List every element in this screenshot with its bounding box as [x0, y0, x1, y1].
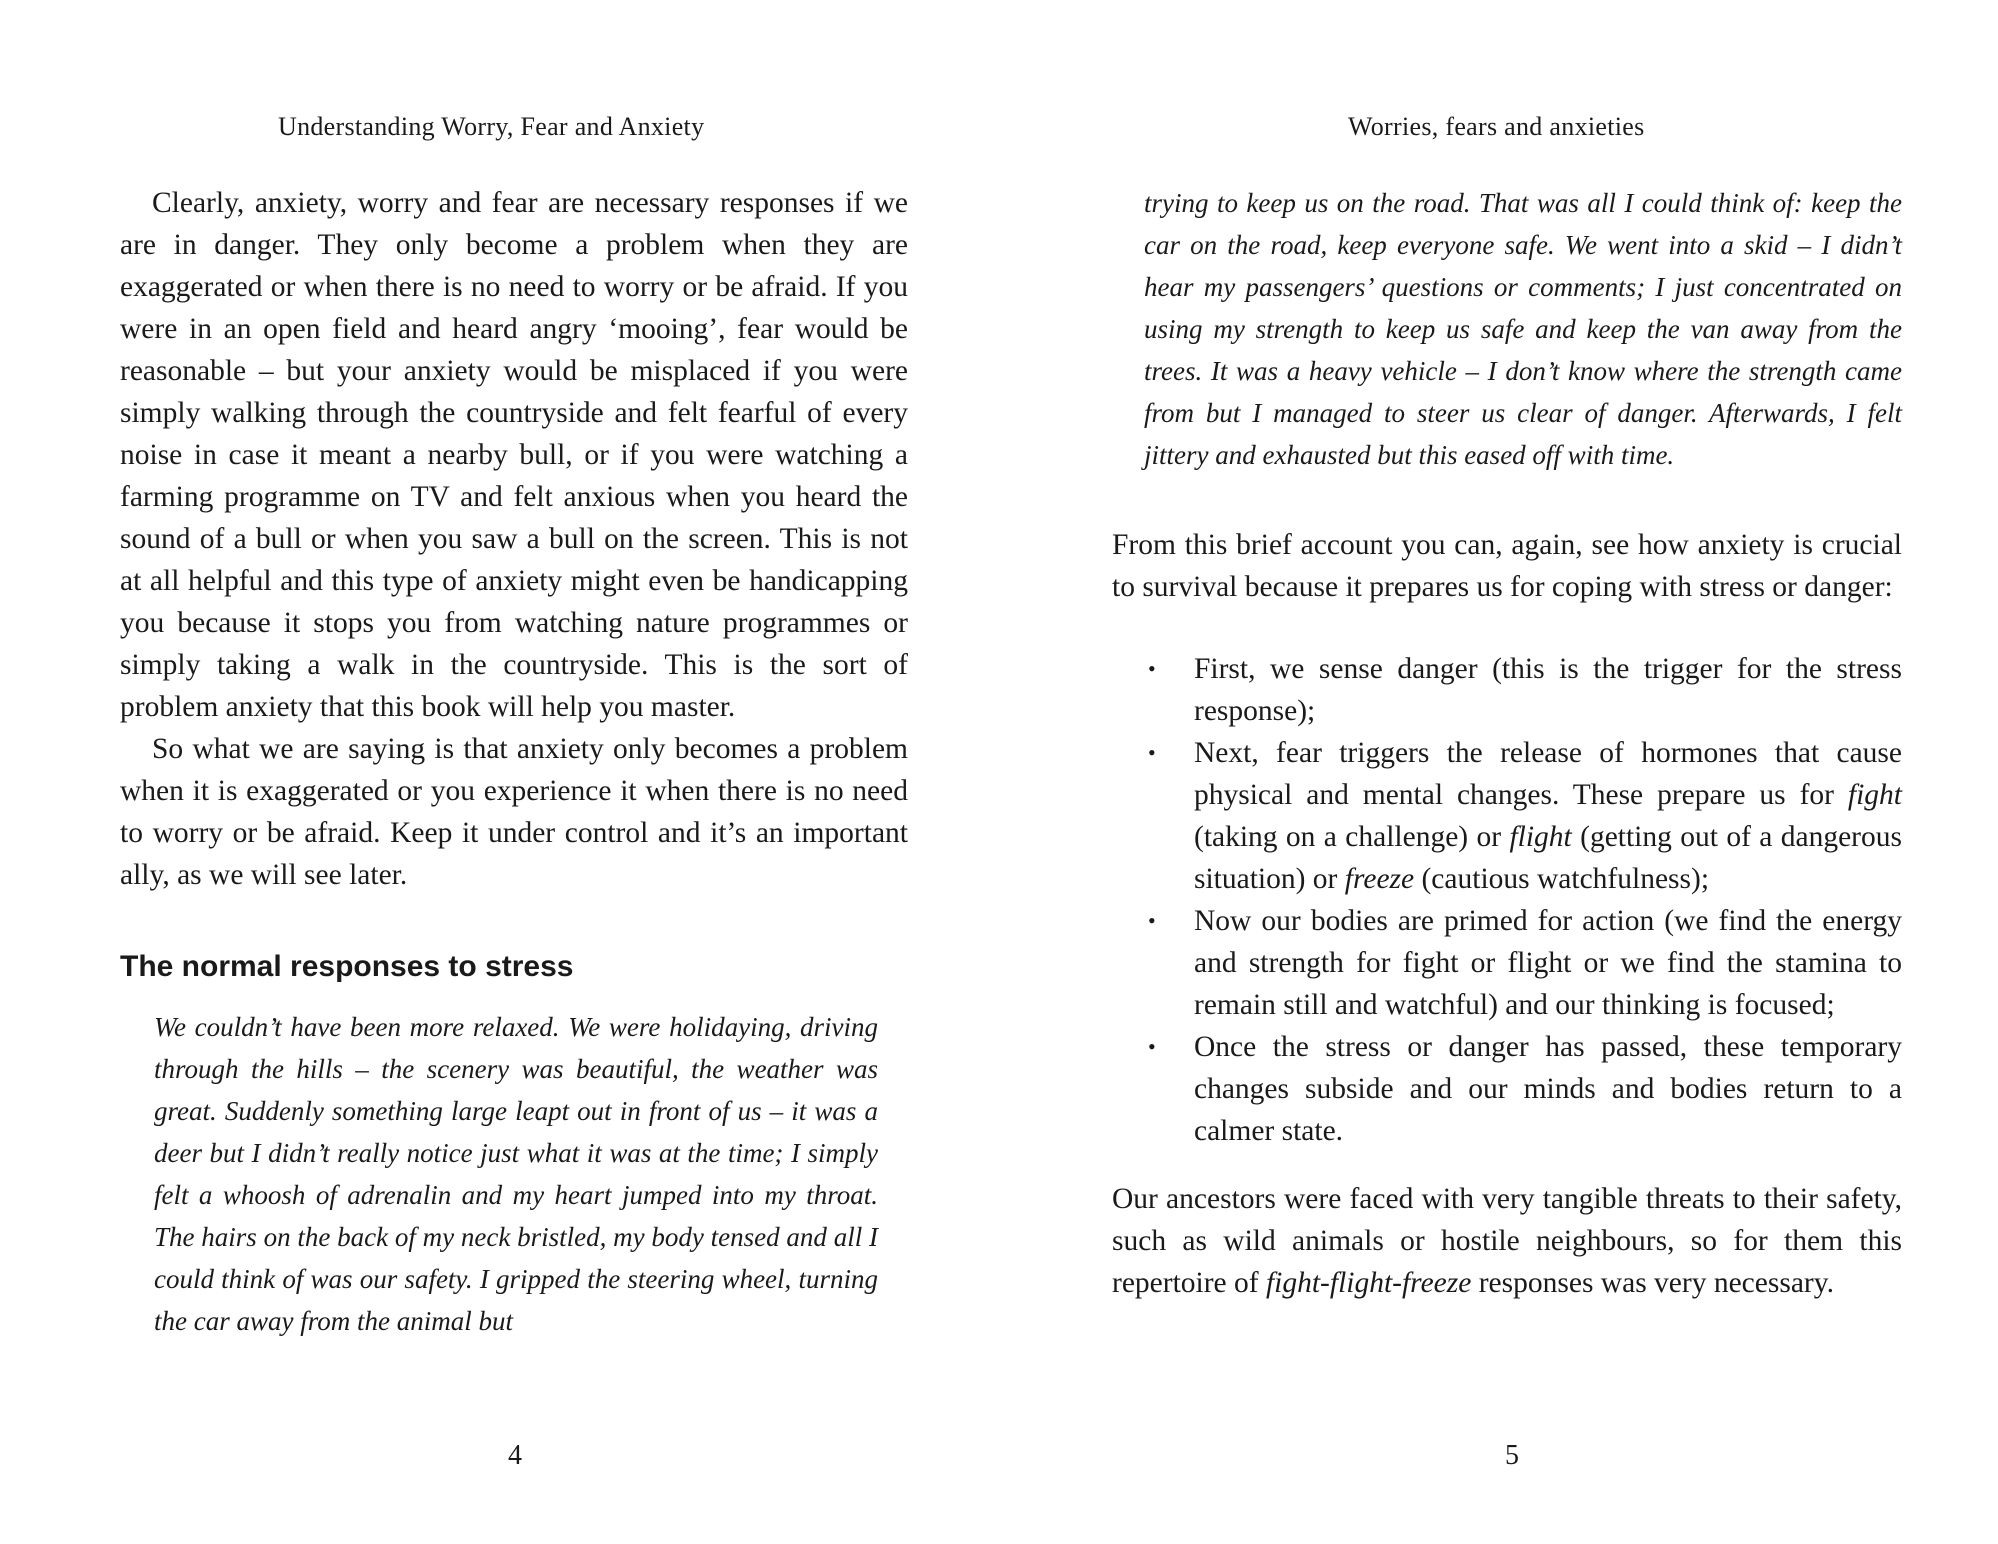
- emphasis-fight: fight: [1847, 779, 1902, 811]
- emphasis-flight: flight: [1509, 821, 1572, 853]
- right-text-block: [1112, 182, 1902, 1304]
- case-extract: We couldn’t have been more relaxed. We were holidaying, driving through the hills – the scenery was beautiful, the weather was great. Suddenly something large leapt out in front of us – it was a deer but I didn’t really notice just what it was at the time; I simply felt a whoosh of adrenalin and my heart jumped into my throat. The hairs on the back of my neck bristled, my body tensed and all I could think of was our safety. I gripped the steering wheel, turning the car away from the animal but: [154, 1012, 878, 1336]
- running-head: Worries, fears and anxieties: [1348, 112, 1645, 141]
- case-extract: trying to keep us on the road. That was all I could think of: keep the car on the road, keep everyone safe. We went into a skid – I didn’t hear my passengers’ questions or comments; I just concentrated on using my strength to keep us safe and keep the van away from the trees. It was a heavy vehicle – I don’t know where the strength came from but I managed to steer us clear of danger. Afterwards, I felt jittery and exhausted but this eased off with time.: [1144, 188, 1902, 470]
- list-item-text: (cautious watchfulness);: [1414, 863, 1710, 895]
- list-item: [1112, 900, 1902, 1026]
- emphasis-fight-flight-freeze: fight-flight-freeze: [1265, 1267, 1472, 1299]
- page-number: 4: [508, 1440, 522, 1471]
- page-number: 5: [1505, 1440, 1519, 1471]
- list-item-text: Now our bodies are primed for action (we find the energy and strength for fight or flight or we find the stamina to remain still and watchful) and our thinking is focused;: [1194, 905, 1902, 1021]
- body-text: Our ancestors were faced with very tangible threats to their safety, such as wild animals or hostile neighbours, so for them this repertoire of: [1112, 1183, 1902, 1299]
- bullet-icon: •: [1148, 908, 1156, 933]
- emphasis-freeze: freeze: [1344, 863, 1415, 895]
- body-paragraph: From this brief account you can, again, see how anxiety is crucial to survival because it prepares us for coping with stress or danger:: [1112, 529, 1902, 603]
- list-item-text: First, we sense danger (this is the trigger for the stress response);: [1194, 653, 1902, 727]
- section-heading: The normal responses to stress: [120, 950, 574, 983]
- running-head: Understanding Worry, Fear and Anxiety: [278, 112, 705, 141]
- list-item: [1112, 1026, 1902, 1152]
- list-item: [1112, 732, 1902, 900]
- body-paragraph: So what we are saying is that anxiety only becomes a problem when it is exaggerated or you experience it when there is no need to worry or be afraid. Keep it under control and it’s an important ally, as we will see later.: [120, 733, 908, 891]
- bullet-list: [1112, 648, 1902, 1152]
- bullet-icon: •: [1148, 1034, 1156, 1059]
- list-item-text: (getting out of a dangerous situation) or: [1194, 821, 1902, 895]
- list-item-text: Next, fear triggers the release of hormones that cause physical and mental changes. These prepare us for: [1194, 737, 1902, 811]
- body-paragraph: Clearly, anxiety, worry and fear are necessary responses if we are in danger. They only become a problem when they are exaggerated or when there is no need to worry or be afraid. If you were in an open field and heard angry ‘mooing’, fear would be reasonable – but your anxiety would be misplaced if you were simply walking through the countryside and felt fearful of every noise in case it meant a nearby bull, or if you were watching a farming programme on TV and felt anxious when you heard the sound of a bull or when you saw a bull on the screen. This is not at all helpful and this type of anxiety might even be handicapping you because it stops you from watching nature programmes or simply taking a walk in the countryside. This is the sort of problem anxiety that this book will help you master.: [120, 187, 908, 723]
- list-item-text: (taking on a challenge) or: [1194, 821, 1510, 853]
- bullet-icon: •: [1148, 656, 1156, 681]
- list-item-text: Once the stress or danger has passed, these temporary changes subside and our minds and bodies return to a calmer state.: [1194, 1031, 1902, 1147]
- list-item: [1112, 648, 1902, 732]
- body-paragraph: [1112, 1178, 1902, 1304]
- left-text-block: [120, 182, 908, 1342]
- body-text: responses was very necessary.: [1471, 1267, 1834, 1299]
- bullet-icon: •: [1148, 740, 1156, 765]
- right-page: [1000, 0, 1998, 1544]
